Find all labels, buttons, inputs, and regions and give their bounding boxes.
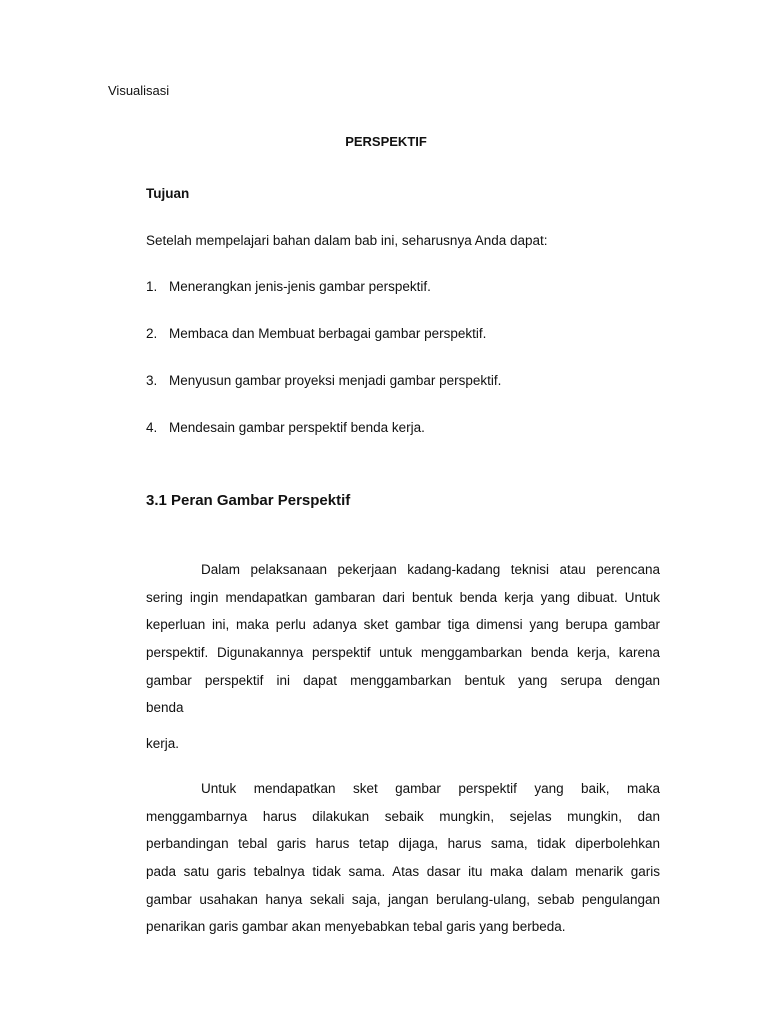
list-item-text: Mendesain gambar perspektif benda kerja. (169, 420, 425, 435)
list-item-text: Menyusun gambar proyeksi menjadi gambar perspektif. (169, 373, 502, 388)
paragraph-line: penarikan garis gambar akan menyebabkan tebal garis yang berbeda. (146, 919, 566, 935)
paragraph-1-tail: kerja. (146, 736, 180, 751)
paragraph-line: menggambarnya harus dilakukan sebaik mungkin, sejelas mungkin, dan (146, 808, 660, 824)
list-item-number: 1. (146, 279, 158, 294)
paragraph-line: gambar perspektif ini dapat menggambarkan bentuk yang serupa dengan (146, 672, 660, 688)
paragraph-line: benda (146, 700, 184, 716)
paragraph-line: perbandingan tebal garis harus tetap dijaga, harus sama, tidak diperbolehkan (146, 836, 660, 852)
paragraph-line: sering ingin mendapatkan gambaran dari bentuk benda kerja yang dibuat. Untuk (146, 589, 660, 605)
list-item-number: 3. (146, 373, 158, 388)
list-item (146, 278, 501, 296)
paragraph-line: perspektif. Digunakannya perspektif untuk menggambarkan benda kerja, karena (146, 645, 660, 661)
paragraph-1 (146, 556, 660, 722)
paragraph-line: pada satu garis tebalnya tidak sama. Atas dasar itu maka dalam menarik garis (146, 864, 660, 880)
list-item (146, 419, 501, 437)
list-item (146, 325, 501, 343)
objectives-list (146, 278, 501, 466)
paragraph-line: Dalam pelaksanaan pekerjaan kadang-kadang teknisi atau perencana (201, 562, 660, 577)
paragraph-line: gambar usahakan hanya sekali saja, jangan berulang-ulang, sebab pengulangan (146, 891, 660, 907)
paragraph-line: Untuk mendapatkan sket gambar perspektif yang baik, maka (201, 781, 660, 796)
list-item (146, 372, 501, 390)
list-item-text: Menerangkan jenis-jenis gambar perspektif. (169, 279, 431, 294)
header-label: Visualisasi (108, 83, 170, 98)
paragraph-line: keperluan ini, maka perlu adanya sket gambar tiga dimensi yang berupa gambar (146, 617, 660, 633)
document-title: PERSPEKTIF (345, 134, 427, 149)
section-heading: 3.1 Peran Gambar Perspektif (146, 492, 351, 509)
objective-heading: Tujuan (146, 186, 190, 201)
list-item-number: 4. (146, 420, 158, 435)
intro-text: Setelah mempelajari bahan dalam bab ini, seharusnya Anda dapat: (146, 233, 548, 248)
paragraph-2 (146, 775, 660, 941)
list-item-number: 2. (146, 326, 158, 341)
list-item-text: Membaca dan Membuat berbagai gambar perspektif. (169, 326, 487, 341)
